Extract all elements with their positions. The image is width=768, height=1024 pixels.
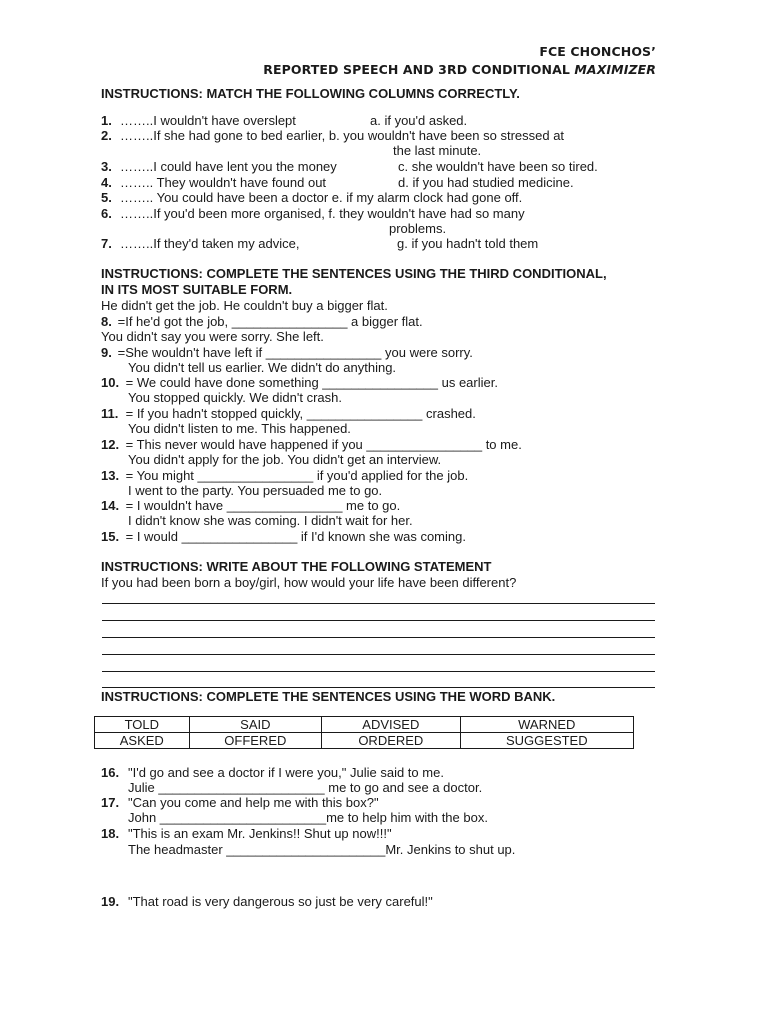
context-sentence: I went to the party. You persuaded me to go. xyxy=(128,483,383,498)
item-number: 18. xyxy=(101,826,120,841)
context-sentence: You didn't say you were sorry. She left. xyxy=(101,329,324,344)
writing-line[interactable] xyxy=(102,620,655,621)
item-number: 14. xyxy=(101,498,120,513)
match-right: problems. xyxy=(389,221,447,236)
quote-sentence: "This is an exam Mr. Jenkins!! Shut up now!!!" xyxy=(128,826,392,841)
header-subtitle xyxy=(263,62,656,77)
context-sentence: You didn't apply for the job. You didn't get an interview. xyxy=(128,452,442,467)
match-left: ……..If they'd taken my advice, xyxy=(120,236,300,251)
section3-instruction: INSTRUCTIONS: WRITE ABOUT THE FOLLOWING STATEMENT xyxy=(101,559,492,574)
word-bank-cell: OFFERED xyxy=(189,733,321,749)
quote-sentence: "Can you come and help me with this box?" xyxy=(128,795,379,810)
header-title: FCE CHONCHOS’ xyxy=(539,44,656,59)
item-number: 9. xyxy=(101,345,112,360)
match-right: c. she wouldn't have been so tired. xyxy=(398,159,598,174)
match-right: g. if you hadn't told them xyxy=(397,236,539,251)
word-bank-row xyxy=(95,717,634,733)
match-left: ……..If you'd been more organised, f. they wouldn't have had so many xyxy=(120,206,525,221)
item-number: 13. xyxy=(101,468,120,483)
word-bank-cell: ADVISED xyxy=(322,717,461,733)
section2-instruction-line1: INSTRUCTIONS: COMPLETE THE SENTENCES USING THE THIRD CONDITIONAL, xyxy=(101,266,607,281)
item-number: 16. xyxy=(101,765,120,780)
header-subtitle-emphasis: MAXIMIZER xyxy=(574,62,656,77)
quote-sentence: "I'd go and see a doctor if I were you," Julie said to me. xyxy=(128,765,444,780)
match-left: ……..I could have lent you the money xyxy=(120,159,337,174)
match-right: a. if you'd asked. xyxy=(370,113,468,128)
writing-line[interactable] xyxy=(102,603,655,604)
item-number: 15. xyxy=(101,529,120,544)
writing-prompt: If you had been born a boy/girl, how would your life have been different? xyxy=(101,575,517,590)
item-number: 17. xyxy=(101,795,120,810)
word-bank-cell: TOLD xyxy=(95,717,190,733)
context-sentence: You didn't tell us earlier. We didn't do anything. xyxy=(128,360,397,375)
item-number: 3. xyxy=(101,159,112,174)
word-bank-table xyxy=(94,716,634,749)
match-right: d. if you had studied medicine. xyxy=(398,175,574,190)
writing-line[interactable] xyxy=(102,637,655,638)
item-number: 4. xyxy=(101,175,112,190)
item-number: 19. xyxy=(101,894,120,909)
match-left: ……..I wouldn't have overslept xyxy=(120,113,296,128)
section2-instruction-line2: IN ITS MOST SUITABLE FORM. xyxy=(101,282,293,297)
item-number: 5. xyxy=(101,190,112,205)
item-number: 2. xyxy=(101,128,112,143)
context-sentence: I didn't know she was coming. I didn't wait for her. xyxy=(128,513,413,528)
word-bank-cell: SAID xyxy=(189,717,321,733)
section4-instruction: INSTRUCTIONS: COMPLETE THE SENTENCES USING THE WORD BANK. xyxy=(101,689,556,704)
exercise-sentence: = If you hadn't stopped quickly, ________________ crashed. xyxy=(122,406,476,421)
match-left: …….. You could have been a doctor e. if my alarm clock had gone off. xyxy=(120,190,523,205)
word-bank-row xyxy=(95,733,634,749)
exercise-sentence: = I would ________________ if I'd known she was coming. xyxy=(122,529,466,544)
word-bank-cell: WARNED xyxy=(460,717,633,733)
exercise-sentence: = This never would have happened if you ________________ to me. xyxy=(122,437,522,452)
exercise-sentence: = We could have done something ________________ us earlier. xyxy=(122,375,498,390)
item-number: 1. xyxy=(101,113,112,128)
word-bank-cell: ASKED xyxy=(95,733,190,749)
exercise-sentence: = I wouldn't have ________________ me to go. xyxy=(122,498,401,513)
word-bank-cell: ORDERED xyxy=(322,733,461,749)
answer-sentence: Julie _______________________ me to go and see a doctor. xyxy=(128,780,483,795)
item-number: 6. xyxy=(101,206,112,221)
word-bank-cell: SUGGESTED xyxy=(460,733,633,749)
answer-sentence: John _______________________me to help him with the box. xyxy=(128,810,488,825)
match-right: the last minute. xyxy=(393,143,482,158)
item-number: 11. xyxy=(101,406,119,421)
item-number: 7. xyxy=(101,236,112,251)
context-sentence: He didn't get the job. He couldn't buy a bigger flat. xyxy=(101,298,388,313)
context-sentence: You stopped quickly. We didn't crash. xyxy=(128,390,342,405)
exercise-sentence: = You might ________________ if you'd applied for the job. xyxy=(122,468,469,483)
quote-sentence: "That road is very dangerous so just be very careful!" xyxy=(128,894,433,909)
answer-sentence: The headmaster ______________________Mr. Jenkins to shut up. xyxy=(128,842,516,857)
writing-line[interactable] xyxy=(102,687,655,688)
writing-line[interactable] xyxy=(102,671,655,672)
section1-instruction: INSTRUCTIONS: MATCH THE FOLLOWING COLUMNS CORRECTLY. xyxy=(101,86,520,101)
match-left: …….. They wouldn't have found out xyxy=(120,175,327,190)
writing-line[interactable] xyxy=(102,654,655,655)
context-sentence: You didn't listen to me. This happened. xyxy=(128,421,351,436)
item-number: 12. xyxy=(101,437,120,452)
header-subtitle-main: REPORTED SPEECH AND 3RD CONDITIONAL xyxy=(263,62,575,77)
match-left: ……..If she had gone to bed earlier, b. you wouldn't have been so stressed at xyxy=(120,128,565,143)
item-number: 10. xyxy=(101,375,120,390)
exercise-sentence: =She wouldn't have left if ________________ you were sorry. xyxy=(114,345,473,360)
item-number: 8. xyxy=(101,314,112,329)
exercise-sentence: =If he'd got the job, ________________ a bigger flat. xyxy=(114,314,423,329)
